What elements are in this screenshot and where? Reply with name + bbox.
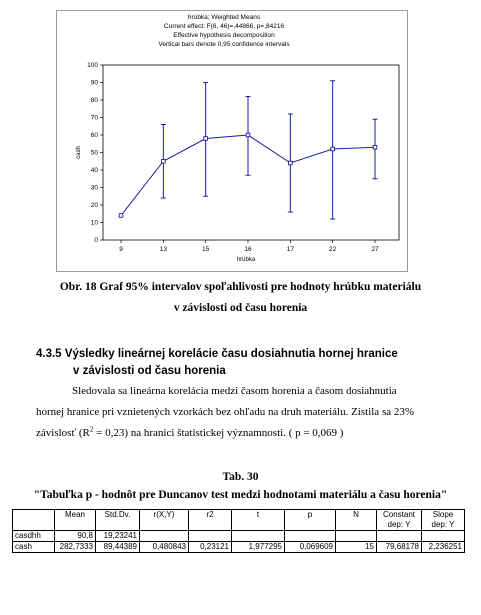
y-tick-label: 10: [90, 219, 98, 227]
chart-header-line: Vertical bars denote 0,95 confidence intervals: [158, 41, 290, 48]
header-rxy: r(X,Y): [140, 510, 189, 531]
cell-mean: 90,8: [55, 531, 96, 542]
cell-slope: 2,236251: [422, 542, 465, 553]
table-number: Tab. 30: [222, 471, 259, 483]
y-tick-label: 50: [90, 149, 98, 157]
header-mean: Mean: [55, 510, 96, 531]
header-constant-line1: Constant: [382, 510, 416, 519]
table-header-row: [13, 510, 465, 531]
x-tick-label: 9: [119, 246, 123, 253]
x-tick-label: 13: [159, 246, 167, 253]
data-point: [119, 214, 123, 218]
paragraph-line1: Sledovala sa lineárna korelácia medzi časom horenia a časom dosiahnutia: [72, 385, 397, 397]
statistics-table: [12, 509, 465, 553]
cell-r2: [189, 531, 232, 542]
table-title: "Tabuľka p - hodnôt pre Duncanov test medzi hodnotami materiálu a času horenia": [33, 489, 448, 501]
y-tick-label: 90: [90, 79, 98, 87]
line-chart: [56, 10, 408, 272]
cell-mean: 282,7333: [55, 542, 96, 553]
x-tick-label: 17: [286, 246, 294, 253]
cell-t: [232, 531, 285, 542]
data-point: [373, 145, 377, 149]
x-tick-label: 22: [329, 246, 337, 253]
y-tick-label: 30: [90, 184, 98, 192]
cell-constant: 79,68178: [377, 542, 422, 553]
x-tick-label: 15: [202, 246, 210, 253]
data-point: [162, 159, 166, 163]
header-empty: [13, 510, 55, 531]
cell-p: [285, 531, 336, 542]
cell-t: 1,977295: [232, 542, 285, 553]
y-axis-label: cash: [76, 146, 82, 159]
x-tick-label: 16: [244, 246, 252, 253]
cell-stddev: 19,23241: [96, 531, 140, 542]
cell-r2: 0,23121: [189, 542, 232, 553]
data-point: [289, 161, 293, 165]
plot-area: [103, 65, 399, 240]
data-point: [204, 137, 208, 141]
x-axis-label: hrúbka: [236, 257, 256, 263]
paragraph-line2: hornej hranice pri vznietených vzorkách bez ohľadu na druh materiálu. Zistila sa 23%: [36, 406, 415, 418]
paragraph-line3: [36, 423, 343, 444]
table-row: [13, 542, 465, 553]
x-tick-label: 27: [371, 246, 379, 253]
header-slope-line2: dep: Y: [431, 520, 455, 529]
data-point: [246, 133, 250, 137]
header-n: N: [336, 510, 377, 531]
paragraph-line3-a: závislosť (R: [36, 427, 90, 439]
header-r2: r2: [189, 510, 232, 531]
figure-caption-line1: Obr. 18 Graf 95% intervalov spoľahlivosti pre hodnoty hrúbku materiálu: [59, 281, 422, 293]
header-constant-line2: dep: Y: [387, 520, 411, 529]
paragraph-line3-b: = 0,23) na hranici štatistickej významnosti. ( p = 0,069 ): [93, 427, 344, 439]
cell-p: 0,069609: [285, 542, 336, 553]
y-tick-label: 20: [90, 202, 98, 209]
table-row: [13, 531, 465, 542]
section-heading-line2: v závislosti od času horenia: [73, 365, 226, 377]
y-tick-label: 80: [90, 97, 98, 104]
header-stddev: Std.Dv.: [96, 510, 140, 531]
section-heading-line1: 4.3.5 Výsledky lineárnej korelácie času dosiahnutia hornej hranice: [36, 348, 398, 360]
cell-n: 15: [336, 542, 377, 553]
cell-slope: [422, 531, 465, 542]
chart-header-line: Effective hypothesis decomposition: [173, 32, 275, 39]
y-tick-label: 60: [90, 132, 98, 139]
y-tick-label: 40: [90, 167, 98, 174]
y-tick-label: 70: [90, 114, 98, 122]
cell-stddev: 89,44389: [96, 542, 140, 553]
y-tick-label: 100: [87, 62, 98, 69]
cell-label: casdhh: [13, 531, 55, 542]
cell-n: [336, 531, 377, 542]
header-t: t: [232, 510, 285, 531]
superscript-2: 2: [89, 425, 94, 434]
header-p: p: [285, 510, 336, 531]
cell-rxy: [140, 531, 189, 542]
chart-header-line: hrúbka; Weighted Means: [187, 14, 261, 21]
header-slope: [422, 510, 465, 531]
cell-label: cash: [13, 542, 55, 553]
y-tick-label: 0: [94, 237, 98, 244]
cell-constant: [377, 531, 422, 542]
figure-caption-line2: v závislosti od času horenia: [173, 302, 308, 314]
cell-rxy: 0,480843: [140, 542, 189, 553]
chart-header-line: Current effect: F(6, 46)=,44866, p=,84216: [163, 23, 285, 30]
data-point: [331, 147, 335, 151]
header-slope-line1: Slope: [432, 510, 454, 519]
header-constant: [377, 510, 422, 531]
